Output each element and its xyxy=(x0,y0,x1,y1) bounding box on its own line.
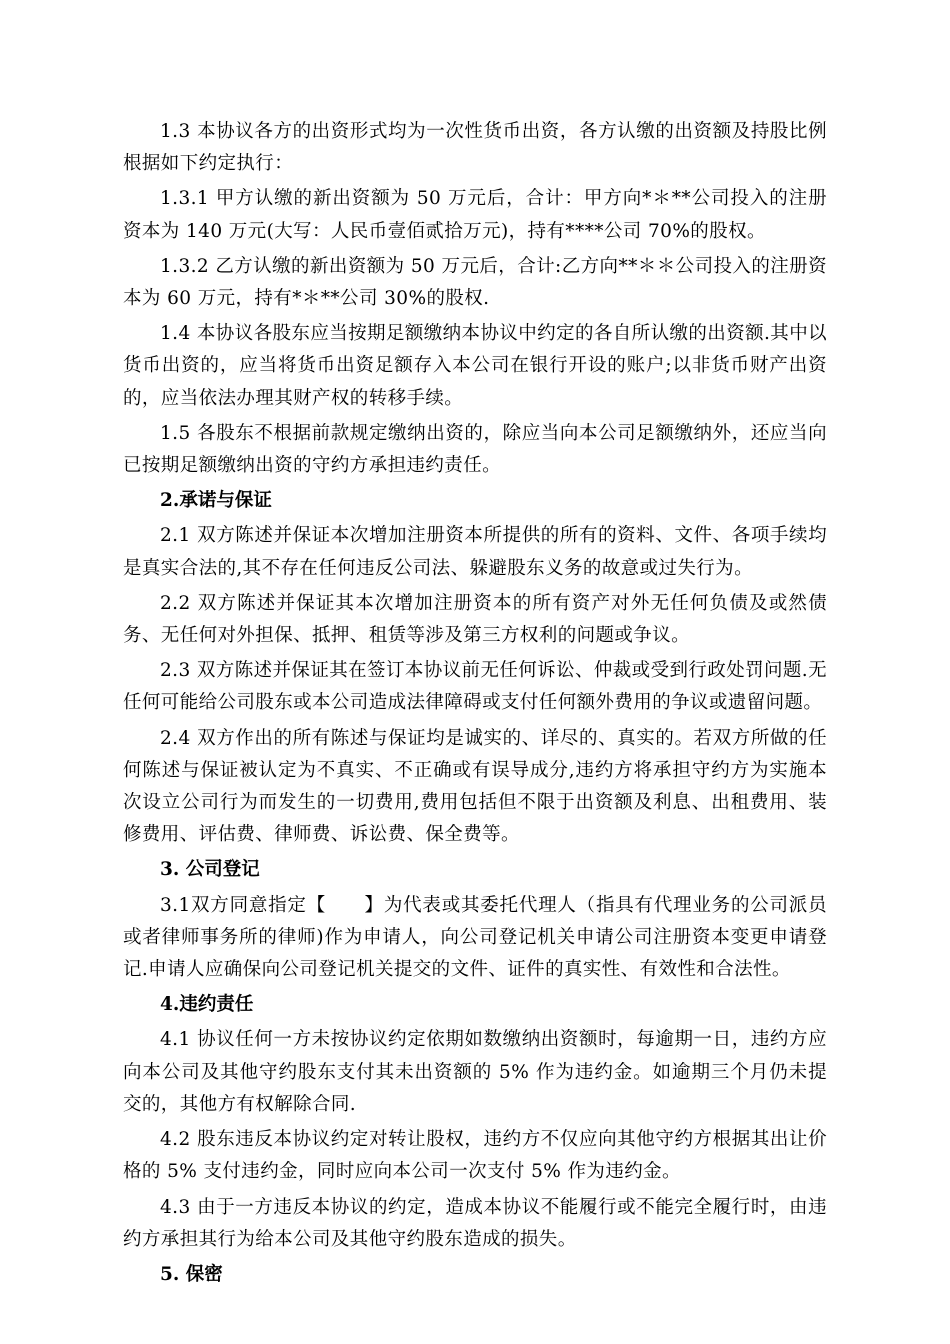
clause-2-1: 2.1 双方陈述并保证本次增加注册资本所提供的所有的资料、文件、各项手续均是真实合法的,其不存在任何违反公司法、躲避股东义务的故意或过失行为。 xyxy=(123,525,827,579)
clause-2-3: 2.3 双方陈述并保证其在签订本协议前无任何诉讼、仲裁或受到行政处罚问题.无任何可能给公司股东或本公司造成法律障碍或支付任何额外费用的争议或遗留问题。 xyxy=(123,660,827,714)
section-heading-5: 5. 保密 xyxy=(160,1263,223,1285)
section-heading-4: 4.违约责任 xyxy=(160,994,254,1016)
section-heading-3: 3. 公司登记 xyxy=(160,859,260,881)
clause-2-2: 2.2 双方陈述并保证其本次增加注册资本的所有资产对外无任何负债及或然债务、无任何对外担保、抵押、租赁等涉及第三方权利的问题或争议。 xyxy=(123,592,827,647)
clause-1-5: 1.5 各股东不根据前款规定缴纳出资的，除应当向本公司足额缴纳外，还应当向已按期足额缴纳出资的守约方承担违约责任。 xyxy=(123,422,827,477)
clause-2-4: 2.4 双方作出的所有陈述与保证均是诚实的、详尽的、真实的。若双方所做的任何陈述与保证被认定为不真实、不正确或有误导成分,违约方将承担守约方为实施本次设立公司行为而发生的一切费用,费用包括但不限于出资额及利息、出租费用、装修费用、评估费、律师费、诉讼费、保全费等。 xyxy=(123,727,827,846)
clause-1-3-1: 1.3.1 甲方认缴的新出资额为 50 万元后，合计：甲方向*＊**公司投入的注册资本为 140 万元(大写：人民币壹佰贰拾万元)，持有****公司 70%的股权。 xyxy=(123,188,827,242)
clause-1-4: 1.4 本协议各股东应当按期足额缴纳本协议中约定的各自所认缴的出资额.其中以货币出资的，应当将货币出资足额存入本公司在银行开设的账户;以非货币财产出资的，应当依法办理其财产权的转移手续。 xyxy=(123,323,827,409)
clause-4-2: 4.2 股东违反本协议约定对转让股权，违约方不仅应向其他守约方根据其出让价格的 5% 支付违约金，同时应向本公司一次支付 5% 作为违约金。 xyxy=(123,1129,827,1183)
section-heading-2: 2.承诺与保证 xyxy=(160,490,272,512)
clause-3-1: 3.1双方同意指定【 】为代表或其委托代理人（指具有代理业务的公司派员或者律师事务所的律师)作为申请人，向公司登记机关申请公司注册资本变更申请登记.申请人应确保向公司登记机关提交的文件、证件的真实性、有效性和合法性。 xyxy=(123,894,827,981)
clause-1-3: 1.3 本协议各方的出资形式均为一次性货币出资，各方认缴的出资额及持股比例根据如下约定执行： xyxy=(123,121,827,175)
clause-4-3: 4.3 由于一方违反本协议的约定，造成本协议不能履行或不能完全履行时，由违约方承担其行为给本公司及其他守约股东造成的损失。 xyxy=(123,1196,827,1250)
clause-1-3-2: 1.3.2 乙方认缴的新出资额为 50 万元后，合计:乙方向**＊＊公司投入的注册资本为 60 万元，持有*＊**公司 30%的股权. xyxy=(123,255,827,310)
clause-4-1: 4.1 协议任何一方未按协议约定依期如数缴纳出资额时，每逾期一日，违约方应向本公司及其他守约股东支付其未出资额的 5% 作为违约金。如逾期三个月仍未提交的，其他方有权解除合同. xyxy=(123,1029,827,1115)
